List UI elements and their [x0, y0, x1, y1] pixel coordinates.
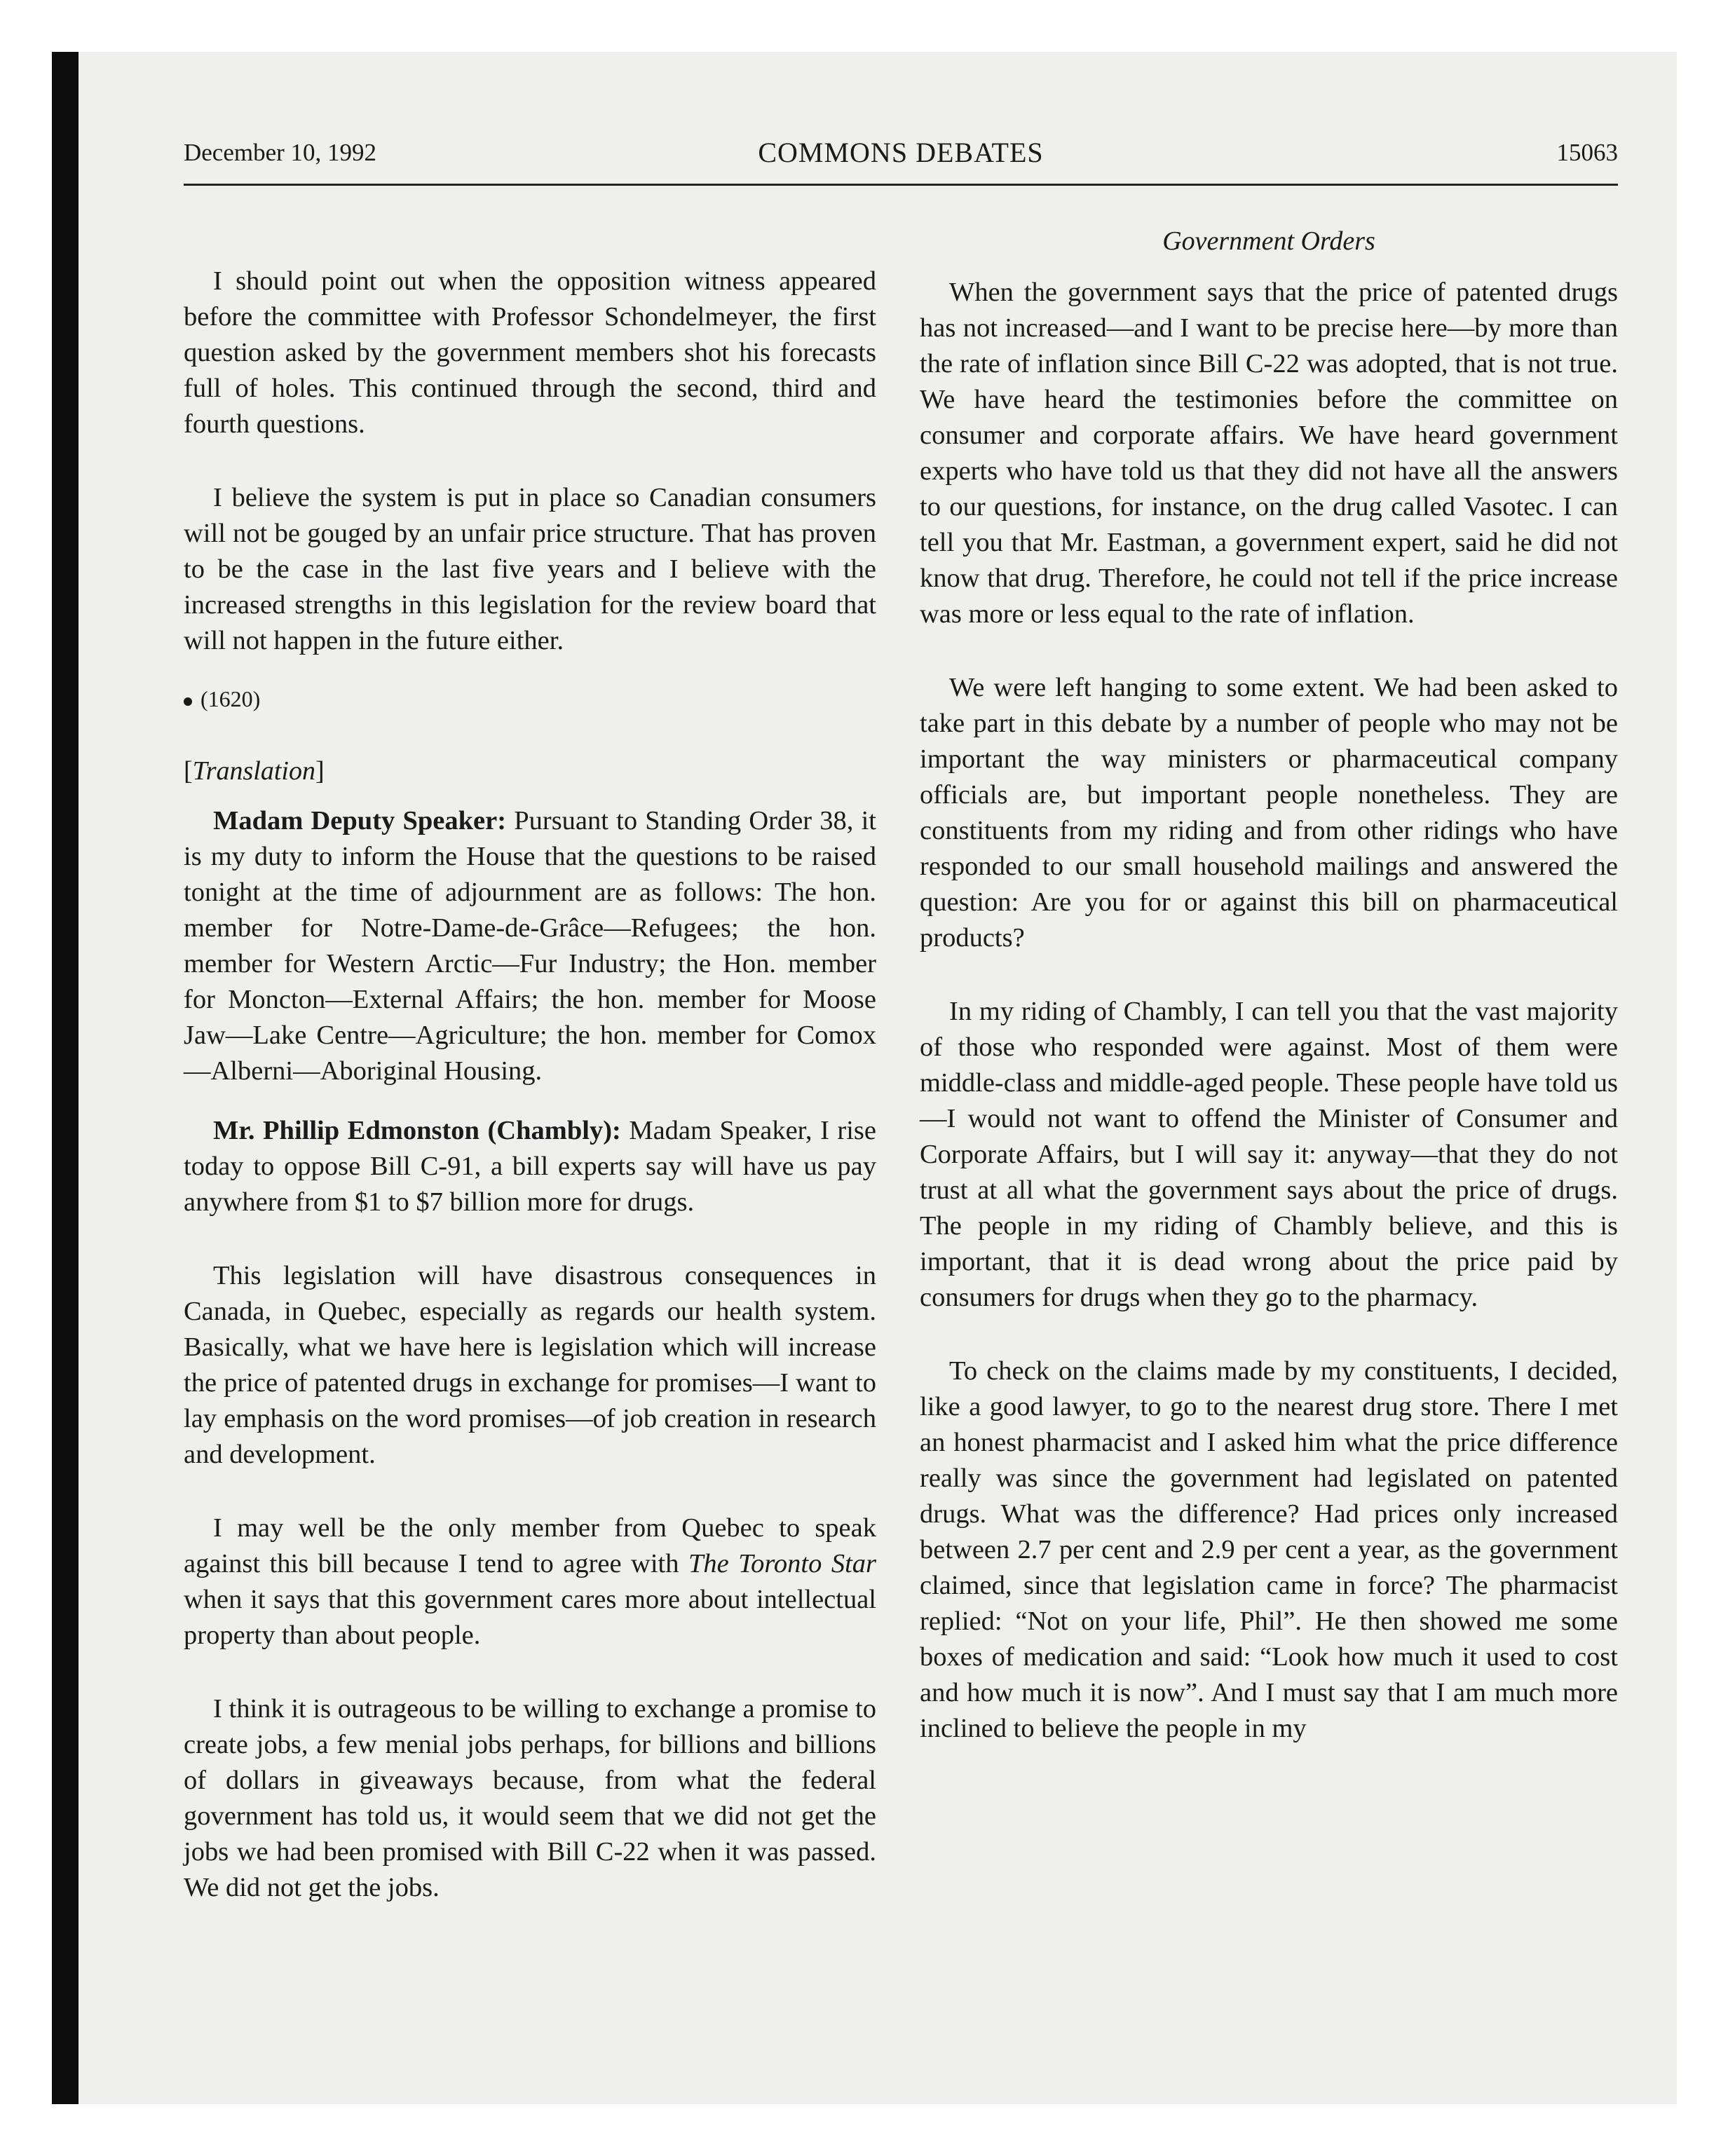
scan-binding-edge	[52, 52, 79, 2104]
paragraph: This legislation will have disastrous consequences in Canada, in Quebec, especially as regards our health system. Basically, what we have here is legislation which will increase the price of patented drugs in exchange for promises—I want to lay emphasis on the word promises—of job creation in research and development.	[184, 1261, 876, 1469]
paragraph: To check on the claims made by my constituents, I decided, like a good lawyer, to go to the nearest drug store. There I met an honest pharmacist and I asked him what the price difference really was since the government had legislated on patented drugs. What was the difference? Had prices only increased between 2.7 per cent and 2.9 per cent a year, as the government claimed, since that legislation came in force? The pharmacist replied: “Not on your life, Phil”. He then showed me some boxes of medication and said: “Look how much it used to cost and how much it is now”. And I must say that I am much more inclined to believe the people in my	[920, 1356, 1618, 1743]
paragraph: I believe the system is put in place so Canadian consumers will not be gouged by an unfair price structure. That has proven to be the case in the last five years and I believe with the increased strengths in this legislation for the review board that will not happen in the future either.	[184, 483, 876, 655]
right-column	[920, 224, 1618, 1785]
speaker-text: Pursuant to Standing Order 38, it is my duty to inform the House that the questions to be raised tonight at the time of adjournment are as follows: The hon. member for Notre-Dame-de-Grâce—Refugees; the hon. member for Western Arctic—Fur Industry; the Hon. member for Moncton—External Affairs; the hon. member for Moose Jaw—Lake Centre—Agriculture; the hon. member for Comox—Alberni—Aboriginal Housing.	[184, 806, 876, 1086]
document-page	[184, 133, 1618, 2082]
speaker-name: Madam Deputy Speaker:	[213, 806, 507, 835]
paragraph: We were left hanging to some extent. We had been asked to take part in this debate by a number of people who may not be important the way ministers or pharmaceutical company officials are, but important people nonetheless. They are constituents from my riding and from other ridings who have responded to our small household mailings and answered the question: Are you for or against this bill on pharmaceutical products?	[920, 673, 1618, 953]
paragraph: When the government says that the price of patented drugs has not increased—and I want to be precise here—by more than the rate of inflation since Bill C-22 was adopted, that is not true. We have heard the testimonies before the committee on consumer and corporate affairs. We have heard government experts who have told us that they did not have all the answers to our questions, for instance, on the drug called Vasotec. I can tell you that Mr. Eastman, a government expert, said he did not know that drug. Therefore, he could not tell if the price increase was more or less equal to the rate of inflation.	[920, 278, 1618, 629]
paragraph-text: when it says that this government cares more about intellectual property than about people.	[184, 1585, 876, 1650]
time-marker	[184, 683, 876, 715]
translation-label-text: Translation	[192, 756, 315, 786]
speaker-name: Mr. Phillip Edmonston (Chambly):	[213, 1116, 621, 1145]
left-column	[184, 264, 876, 1944]
section-heading: Government Orders	[1162, 226, 1375, 256]
paragraph-speaker	[184, 1113, 876, 1220]
time-marker-text: (1620)	[200, 686, 261, 711]
header-date: December 10, 1992	[184, 139, 377, 166]
paragraph-speaker	[184, 803, 876, 1089]
translation-label: [Translation]	[184, 756, 325, 786]
publication-title: The Toronto Star	[688, 1549, 876, 1578]
paragraph-text: I may well be the only member from Quebec to speak against this bill because I tend to agree with	[184, 1513, 876, 1578]
paragraph	[184, 1510, 876, 1653]
header-page-number: 15063	[1556, 139, 1618, 166]
paragraph: I should point out when the opposition witness appeared before the committee with Professor Schondelmeyer, the first question asked by the government members shot his forecasts full of holes. This continued through the second, third and fourth questions.	[184, 266, 876, 439]
paragraph: In my riding of Chambly, I can tell you that the vast majority of those who responded were against. Most of them were middle-class and middle-aged people. These people have told us—I would not want to offend the Minister of Consumer and Corporate Affairs, but I will say it: anyway—that they do not trust at all what the government says about the price of drugs. The people in my riding of Chambly believe, and this is important, that it is dead wrong about the price paid by consumers for drugs when they go to the pharmacy.	[920, 997, 1618, 1312]
page-header	[184, 133, 1618, 186]
paragraph: I think it is outrageous to be willing to exchange a promise to create jobs, a few menial jobs perhaps, for billions and billions of dollars in giveaways because, from what the federal government has told us, it would seem that we did not get the jobs we had been promised with Bill C-22 when it was passed. We did not get the jobs.	[184, 1694, 876, 1902]
bullet-icon	[184, 697, 192, 706]
header-title: COMMONS DEBATES	[758, 137, 1044, 168]
speaker-text: Madam Speaker, I rise today to oppose Bill C-91, a bill experts say will have us pay anywhere from $1 to $7 billion more for drugs.	[184, 1116, 876, 1217]
